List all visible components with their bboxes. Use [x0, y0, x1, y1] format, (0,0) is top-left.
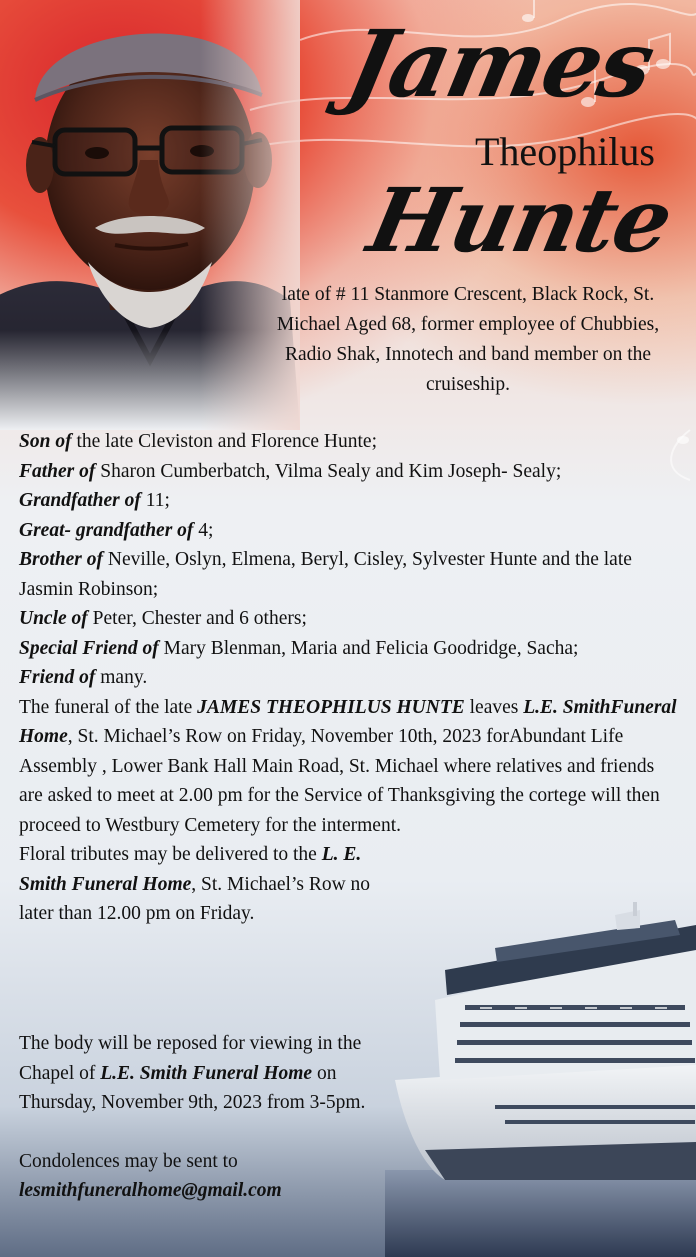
condolences-text: Condolences may be sent to	[19, 1150, 238, 1172]
middle-name: Theophilus	[475, 129, 655, 174]
relation-great-grandfather	[19, 516, 679, 546]
relation-label: Great- grandfather of	[19, 519, 194, 541]
relation-special-friend	[19, 634, 679, 664]
name-heading	[300, 0, 696, 280]
relation-text: 4;	[193, 519, 214, 541]
first-name: James	[338, 10, 662, 118]
floral-text-1: Floral tributes may be delivered to the	[19, 844, 322, 865]
cruise-ship-image	[385, 880, 696, 1257]
last-name: Hunte	[360, 168, 680, 272]
viewing-and-condolences	[19, 1029, 399, 1206]
relation-text: Mary Blenman, Maria and Felicia Goodridge, Sacha;	[158, 637, 579, 659]
relation-grandfather	[19, 486, 679, 516]
funeral-text-2: leaves	[464, 696, 524, 718]
obituary-details	[19, 427, 679, 929]
relation-son	[19, 427, 679, 457]
intro-text: late of # 11 Stanmore Crescent, Black Rock, St. Michael Aged 68, former employee of Chubbies, Radio Shak, Innotech and band member on the cruiseship.	[276, 284, 660, 395]
funeral-text-1: The funeral of the late	[19, 696, 198, 718]
relation-text: Sharon Cumberbatch, Vilma Sealy and Kim Joseph- Sealy;	[95, 460, 562, 482]
relation-friend	[19, 663, 679, 693]
viewing-text-2: on Thursday, November 9th, 2023 from 3-5pm.	[19, 1062, 366, 1113]
deceased-full-name: JAMES THEOPHILUS HUNTE	[197, 696, 465, 718]
relation-label: Brother of	[19, 549, 103, 570]
relation-label: Grandfather of	[19, 490, 141, 511]
condolences-email[interactable]: lesmithfuneralhome@gmail.com	[19, 1180, 282, 1201]
spacer	[19, 1118, 399, 1147]
relation-label: Friend of	[19, 667, 96, 688]
relation-father	[19, 457, 679, 487]
relation-label: Father of	[19, 460, 96, 482]
relation-text: the late Cleviston and Florence Hunte;	[71, 431, 377, 452]
relation-text: 11;	[140, 490, 170, 511]
funeral-paragraph	[19, 693, 679, 841]
relation-text: many.	[95, 667, 148, 688]
relation-label: Special Friend of	[19, 637, 159, 659]
viewing-paragraph	[19, 1029, 399, 1118]
funeral-text-3: , St. Michael’s Row on Friday, November 10th, 2023 forAbundant Life Assembly , Lower Bank Hall Main Road, St. Michael where relatives and friends are asked to meet at 2.00 pm for the Service of Thanksgiving the cortege will then proceed to Westbury Cemetery for the interment.	[19, 726, 660, 836]
funeral-home-name: L.E. Smith Funeral Home	[100, 1062, 313, 1084]
funeral-home-name: L. E. Smith Funeral Home	[19, 844, 362, 895]
floral-paragraph	[19, 840, 399, 929]
viewing-text-1: The body will be reposed for viewing in the Chapel of	[19, 1033, 362, 1084]
relation-text: Peter, Chester and 6 others;	[87, 608, 307, 629]
relation-uncle	[19, 604, 679, 634]
relation-label: Son of	[19, 431, 72, 452]
relation-label: Uncle of	[19, 608, 88, 629]
relation-text: Neville, Oslyn, Elmena, Beryl, Cisley, Sylvester Hunte and the late Jasmin Robinson;	[19, 549, 632, 600]
relation-brother	[19, 545, 679, 604]
funeral-home-name: L.E. SmithFuneral Home	[19, 696, 677, 747]
floral-text-2: , St. Michael’s Row no later than 12.00 pm on Friday.	[19, 873, 371, 924]
deceased-portrait	[0, 0, 300, 430]
